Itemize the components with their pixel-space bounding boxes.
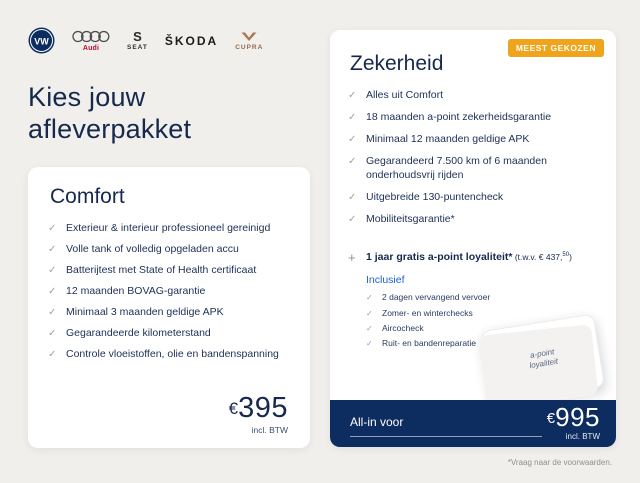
loyalty-offer-value: (t.w.v. € 437,50) [512,251,572,262]
list-item [348,213,598,227]
check-icon: ✓ [348,156,357,167]
zekerheid-title: Zekerheid [350,52,444,75]
list-item-label: Aircocheck [382,322,424,333]
list-item-label: Uitgebreide 130-puntencheck [366,190,504,203]
check-icon: ✓ [48,307,57,318]
currency-symbol: € [228,399,239,418]
page-title [28,82,191,145]
zekerheid-checklist [348,89,598,227]
list-item-label: 2 dagen vervangend vervoer [382,292,491,303]
list-item-label: Mobiliteitsgarantie* [366,212,455,225]
seat-emblem-icon: S [133,28,142,44]
price-line [547,402,600,433]
check-icon: ✓ [48,328,57,339]
list-item [48,222,290,236]
check-icon: ✓ [366,293,373,303]
skoda-wordmark: ŠKODA [164,33,219,48]
list-item-label: Minimaal 3 maanden geldige APK [66,306,224,318]
list-item-label: Minimaal 12 maanden geldige APK [366,133,530,145]
zekerheid-package-card[interactable] [330,30,616,447]
price-note: incl. BTW [251,425,288,435]
list-item-label: Batterijtest met State of Health certificaat [66,264,257,276]
loyalty-offer-row [348,251,598,265]
skoda-logo [165,34,218,48]
check-icon: ✓ [48,286,57,297]
check-icon: ✓ [348,134,357,145]
list-item [348,111,598,125]
check-icon: ✓ [348,213,357,225]
cupra-label: CUPRA [235,43,264,51]
currency-symbol: € [546,410,556,427]
brand-logo-bar [28,27,263,54]
audi-rings-icon [72,30,110,43]
list-item-label: Volle tank of volledig opgeladen accu [66,243,239,255]
plus-icon: + [348,249,356,265]
seat-logo [127,28,148,51]
meest-gekozen-badge: MEEST GEKOZEN [508,39,604,57]
loyalty-card-text: a-point loyaliteit [528,346,559,371]
list-item [348,89,598,103]
list-item [366,308,598,319]
list-item-label: Controle vloeistoffen, olie en bandenspanning [66,348,279,360]
comfort-checklist [48,222,290,362]
check-icon: ✓ [366,323,373,333]
page-title-line1: Kies jouw [28,82,146,112]
zekerheid-price [547,402,600,441]
check-icon: ✓ [348,90,357,101]
all-in-label: All-in voor [350,415,404,429]
loyalty-offer-text [366,251,572,265]
check-icon: ✓ [366,308,373,318]
list-item [366,292,598,303]
svg-text:VW: VW [34,36,49,47]
check-icon: ✓ [366,339,373,349]
list-item [48,285,290,299]
check-icon: ✓ [48,244,57,255]
list-item [348,133,598,147]
cupra-logo [235,31,263,51]
footnote: *Vraag naar de voorwaarden. [507,458,612,467]
price-line [229,392,288,425]
comfort-package-card[interactable] [28,167,310,448]
list-item-label: Gegarandeerde kilometerstand [66,327,211,339]
seat-label: SEAT [127,43,148,51]
page-title-line2: afleverpakket [28,113,192,144]
check-icon: ✓ [48,223,57,234]
list-item-label: Ruit- en bandenreparatie [382,338,477,349]
loyalty-offer-title: 1 jaar gratis a-point loyaliteit* [366,250,513,263]
list-item [48,264,290,278]
list-item [48,306,290,320]
list-item-label: Alles uit Comfort [366,89,444,101]
price-amount: 395 [238,392,288,424]
audi-label: Audi [82,44,100,52]
list-item-label: Zomer- en winterchecks [382,307,473,318]
list-item [48,348,290,362]
comfort-title: Comfort [50,185,125,208]
cupra-emblem-icon [241,31,257,42]
volkswagen-logo [28,27,55,54]
list-item-label: 12 maanden BOVAG-garantie [66,285,206,297]
list-item [348,155,598,183]
list-item [348,191,598,205]
list-item [48,327,290,341]
list-item-label: 18 maanden a-point zekerheidsgarantie [366,111,552,123]
volkswagen-logo-icon [28,27,55,54]
list-item-label: Gegarandeerd 7.500 km of 6 maanden onderhoudsvrij rijden [366,155,547,181]
comfort-price [229,392,288,435]
zekerheid-price-footer [330,400,616,447]
price-amount: 995 [555,402,600,432]
loyalty-value-superscript: 50 [562,251,570,258]
check-icon: ✓ [348,112,357,123]
check-icon: ✓ [48,265,57,276]
footer-divider [350,436,542,437]
check-icon: ✓ [48,349,57,360]
inclusief-title: Inclusief [366,274,405,287]
audi-logo [72,30,110,52]
list-item-label: Exterieur & interieur professioneel gereinigd [66,222,271,234]
check-icon: ✓ [348,191,357,203]
price-note: incl. BTW [565,432,600,441]
list-item [48,243,290,257]
